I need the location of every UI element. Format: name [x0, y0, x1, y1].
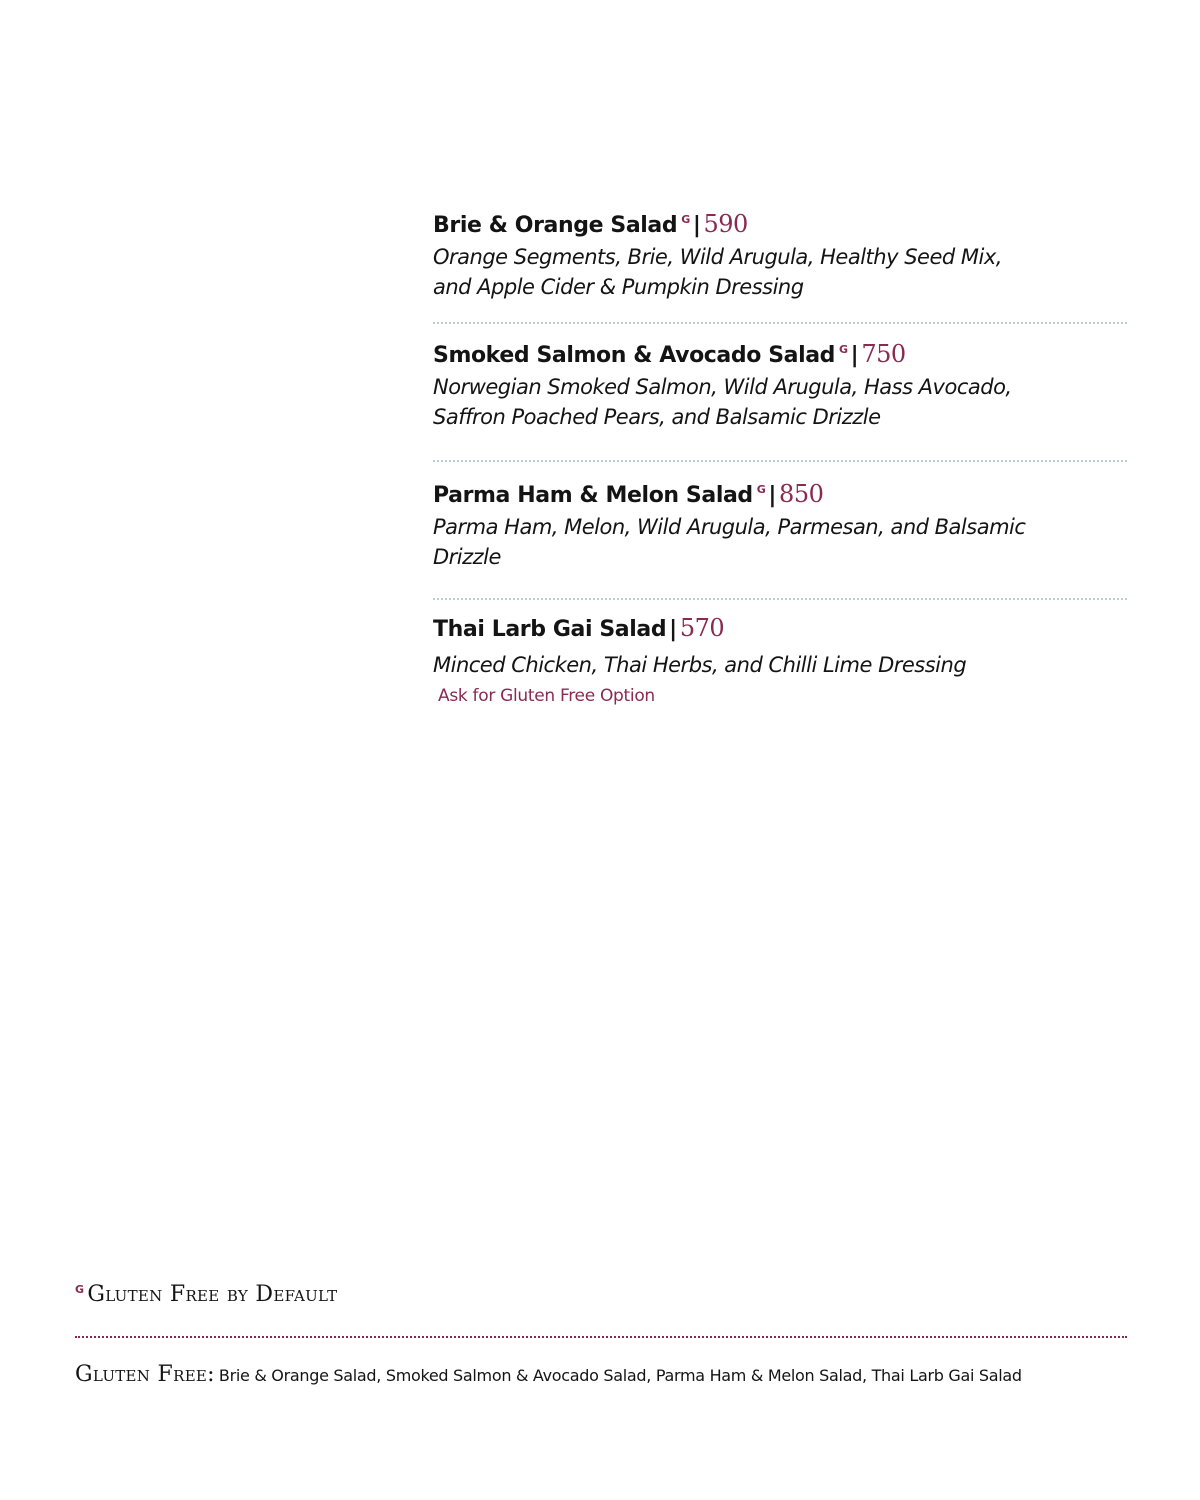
menu-item-name: Parma Ham & Melon Salad [433, 483, 753, 508]
menu-item-thai-larb-gai-salad [433, 600, 1127, 706]
menu-item-description: Norwegian Smoked Salmon, Wild Arugula, Hass Avocado, Saffron Poached Pears, and Balsamic Drizzle [433, 375, 1012, 429]
menu-item-brie-orange-salad [433, 200, 1127, 322]
gluten-free-mark: G [756, 483, 766, 496]
menu-item-smoked-salmon-avocado-salad [433, 324, 1127, 460]
menu-item-title [433, 608, 1127, 648]
menu-item-price: 590 [703, 210, 748, 238]
menu-item-price: 750 [861, 340, 906, 368]
footer-label: Gluten Free: [75, 1362, 215, 1387]
menu-item-name: Brie & Orange Salad [433, 213, 678, 238]
menu-item-description: Orange Segments, Brie, Wild Arugula, Healthy Seed Mix, and Apple Cider & Pumpkin Dressing [433, 245, 1002, 299]
menu-item-title [433, 200, 1127, 240]
gluten-free-legend [75, 1282, 337, 1307]
gluten-free-mark: G [681, 213, 690, 226]
price-separator: | [669, 617, 677, 642]
price-separator: | [692, 213, 701, 238]
gluten-free-footer [75, 1362, 1022, 1387]
menu-item-name: Smoked Salmon & Avocado Salad [433, 343, 836, 368]
salad-menu [433, 200, 1127, 706]
gluten-free-option-note: Ask for Gluten Free Option [438, 686, 655, 706]
footer-text: Brie & Orange Salad, Smoked Salmon & Avocado Salad, Parma Ham & Melon Salad, Thai Larb Gai Salad [218, 1366, 1022, 1385]
menu-item-price: 570 [679, 614, 725, 642]
gluten-free-mark: G [75, 1283, 85, 1296]
menu-item-parma-ham-melon-salad [433, 462, 1127, 598]
menu-item-description: Minced Chicken, Thai Herbs, and Chilli Lime Dressing [433, 653, 967, 677]
menu-item-title [433, 330, 1127, 370]
price-separator: | [768, 483, 777, 508]
gluten-free-mark: G [839, 343, 848, 356]
price-separator: | [850, 343, 859, 368]
menu-item-title [433, 470, 1127, 510]
menu-item-name: Thai Larb Gai Salad [433, 617, 667, 642]
legend-text: Gluten Free by Default [87, 1282, 338, 1307]
menu-item-price: 850 [779, 480, 824, 508]
menu-item-description: Parma Ham, Melon, Wild Arugula, Parmesan, and Balsamic Drizzle [433, 515, 1026, 569]
footer-divider [75, 1336, 1127, 1338]
